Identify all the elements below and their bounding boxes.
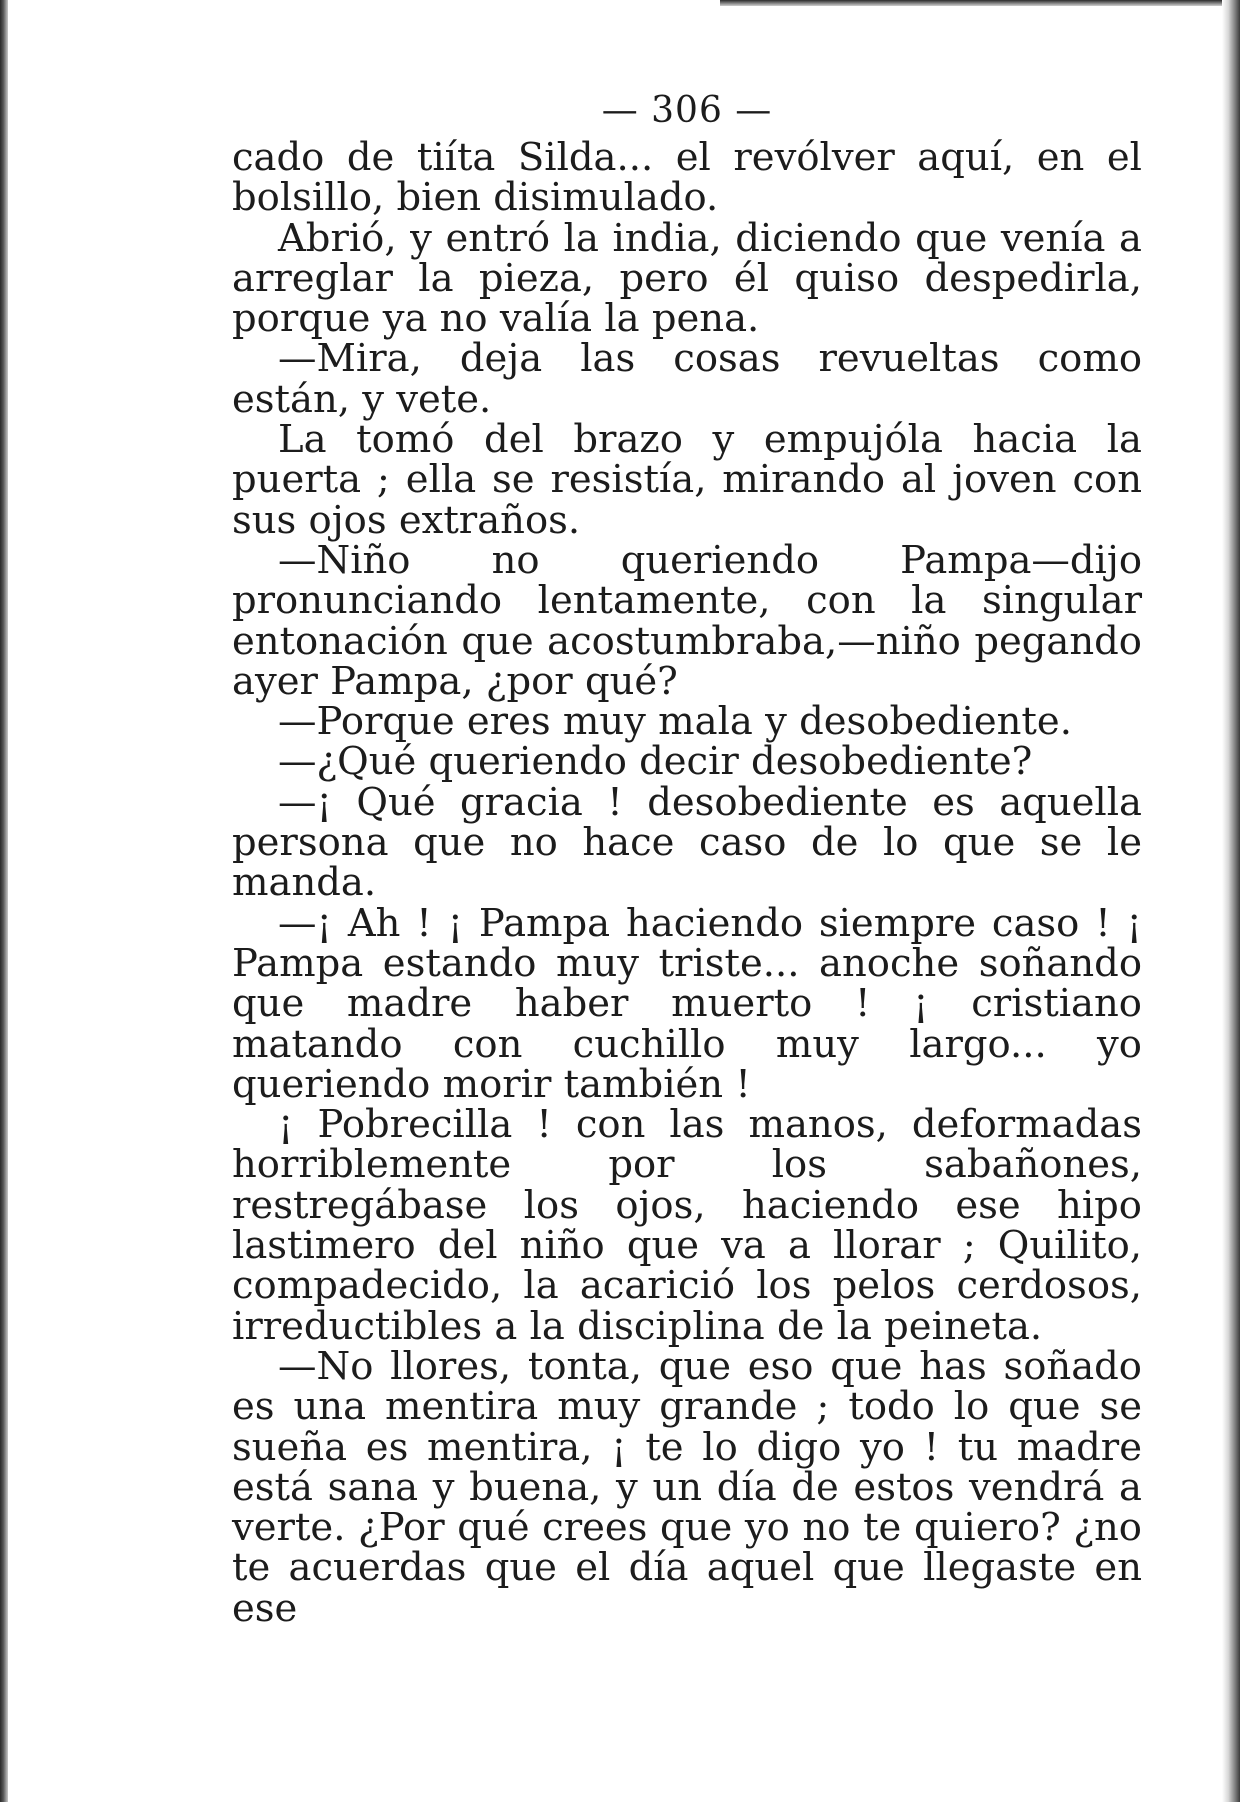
paragraph: —Porque eres muy mala y desobediente. [278,699,1072,745]
paragraph: —Mira, deja las cosas revueltas como están, y vete. [232,336,1142,422]
paragraph: ¡ Pobrecilla ! con las manos, deformadas horriblemente por los sabañones, restregábase los ojos, haciendo ese hipo lastimero del niño que va a llorar ; Quilito, compadecido, la acarició los pelos cerdosos, irreductibles a la disciplina de la peineta. [232,1102,1142,1349]
page-body [232,135,1142,1631]
scan-top-edge [720,0,1240,6]
paragraph: Abrió, y entró la india, diciendo que venía a arreglar la pieza, pero él quiso despedirla, porque ya no valía la pena. [232,215,1142,342]
paragraph: —¡ Ah ! ¡ Pampa haciendo siempre caso ! ¡ Pampa estando muy triste... anoche soñando que madre haber muerto ! ¡ cristiano matando con cuchillo muy largo... yo queriendo morir también ! [232,900,1142,1107]
book-page [232,88,1142,1629]
page-number: — 306 — [601,90,773,131]
paragraph: cado de tiíta Silda... el revólver aquí, en el bolsillo, bien disimulado. [232,135,1142,221]
scan-left-edge [0,0,8,1802]
paragraph: La tomó del brazo y empujóla hacia la puerta ; ella se resistía, mirando al joven con sus ojos extraños. [232,417,1142,543]
scan-right-edge [1222,0,1240,1802]
paragraph: —¡ Qué gracia ! desobediente es aquella persona que no hace caso de lo que se le manda. [232,779,1142,906]
paragraph: —No llores, tonta, que eso que has soñado es una mentira muy grande ; todo lo que se sueña es mentira, ¡ te lo digo yo ! tu madre está sana y buena, y un día de estos vendrá a verte. ¿Por qué crees que yo no te quiero? ¿no te acuerdas que el día aquel que llegaste en ese [232,1343,1142,1631]
paragraph: —Niño no queriendo Pampa—dijo pronunciando lentamente, con la singular entonación que acostumbraba,—niño pegando ayer Pampa, ¿por qué? [232,537,1142,704]
paragraph: —¿Qué queriendo decir desobediente? [278,739,1033,785]
